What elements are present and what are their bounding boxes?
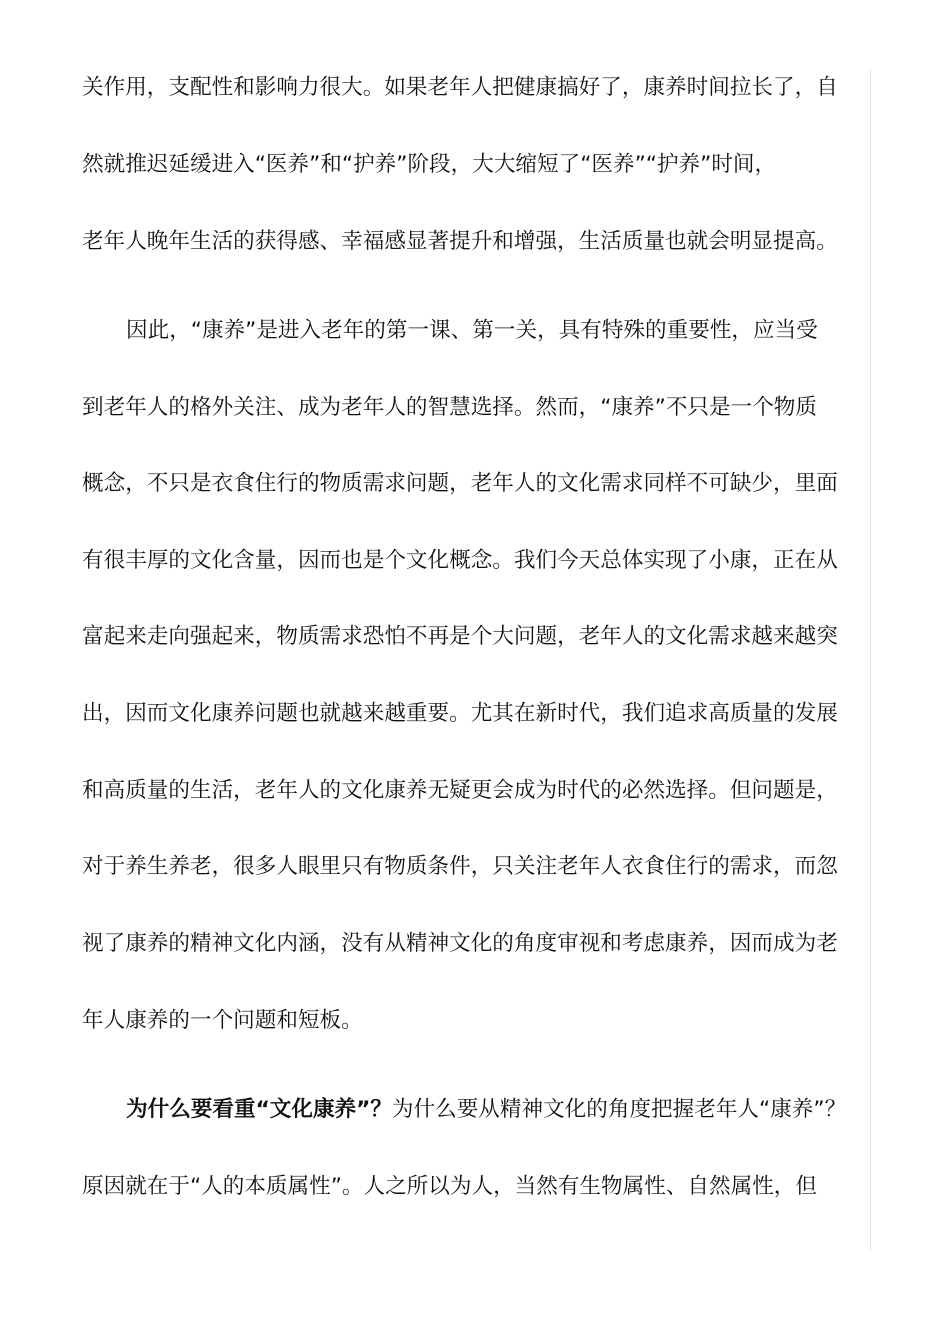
paragraph-3-line-1 (126, 1095, 846, 1125)
paragraph-2-line-1: 因此，“康养”是进入老年的第一课、第一关，具有特殊的重要性，应当受 (126, 318, 818, 343)
paragraph-3-bold-lead: 为什么要看重“文化康养”？ (126, 1097, 392, 1122)
paragraph-2-line-8: 对于养生养老，很多人眼里只有物质条件，只关注老年人衣食住行的需求，而忽 (82, 854, 838, 879)
paragraph-2-line-5: 富起来走向强起来，物质需求恐怕不再是个大问题，老年人的文化需求越来越突 (82, 624, 838, 649)
paragraph-2-line-10: 年人康养的一个问题和短板。 (82, 1008, 363, 1033)
paragraph-1-line-1: 关作用，支配性和影响力很大。如果老年人把健康搞好了，康养时间拉长了，自 (82, 75, 838, 100)
paragraph-2-line-7: 和高质量的生活，老年人的文化康养无疑更会成为时代的必然选择。但问题是， (82, 778, 838, 803)
paragraph-2-line-6: 出，因而文化康养问题也就越来越重要。尤其在新时代，我们追求高质量的发展 (82, 701, 838, 726)
paragraph-2-line-2: 到老年人的格外关注、成为老年人的智慧选择。然而，“康养”不只是一个物质 (82, 395, 817, 420)
paragraph-2-line-4: 有很丰厚的文化含量，因而也是个文化概念。我们今天总体实现了小康，正在从 (82, 548, 838, 573)
paragraph-2-line-9: 视了康养的精神文化内涵，没有从精神文化的角度审视和考虑康养，因而成为老 (82, 931, 838, 956)
paragraph-3-line-1-rest: 为什么要从精神文化的角度把握老年人“康养”？ (391, 1097, 847, 1122)
paragraph-1-line-3: 老年人晚年生活的获得感、幸福感显著提升和增强，生活质量也就会明显提高。 (82, 229, 838, 254)
paragraph-2-line-3: 概念，不只是衣食住行的物质需求问题，老年人的文化需求同样不可缺少，里面 (82, 471, 838, 496)
paragraph-3-line-2: 原因就在于“人的本质属性”。人之所以为人，当然有生物属性、自然属性，但 (82, 1174, 817, 1199)
paragraph-1-line-2: 然就推迟延缓进入“医养”和“护养”阶段，大大缩短了“医养”“护养”时间， (82, 152, 777, 177)
